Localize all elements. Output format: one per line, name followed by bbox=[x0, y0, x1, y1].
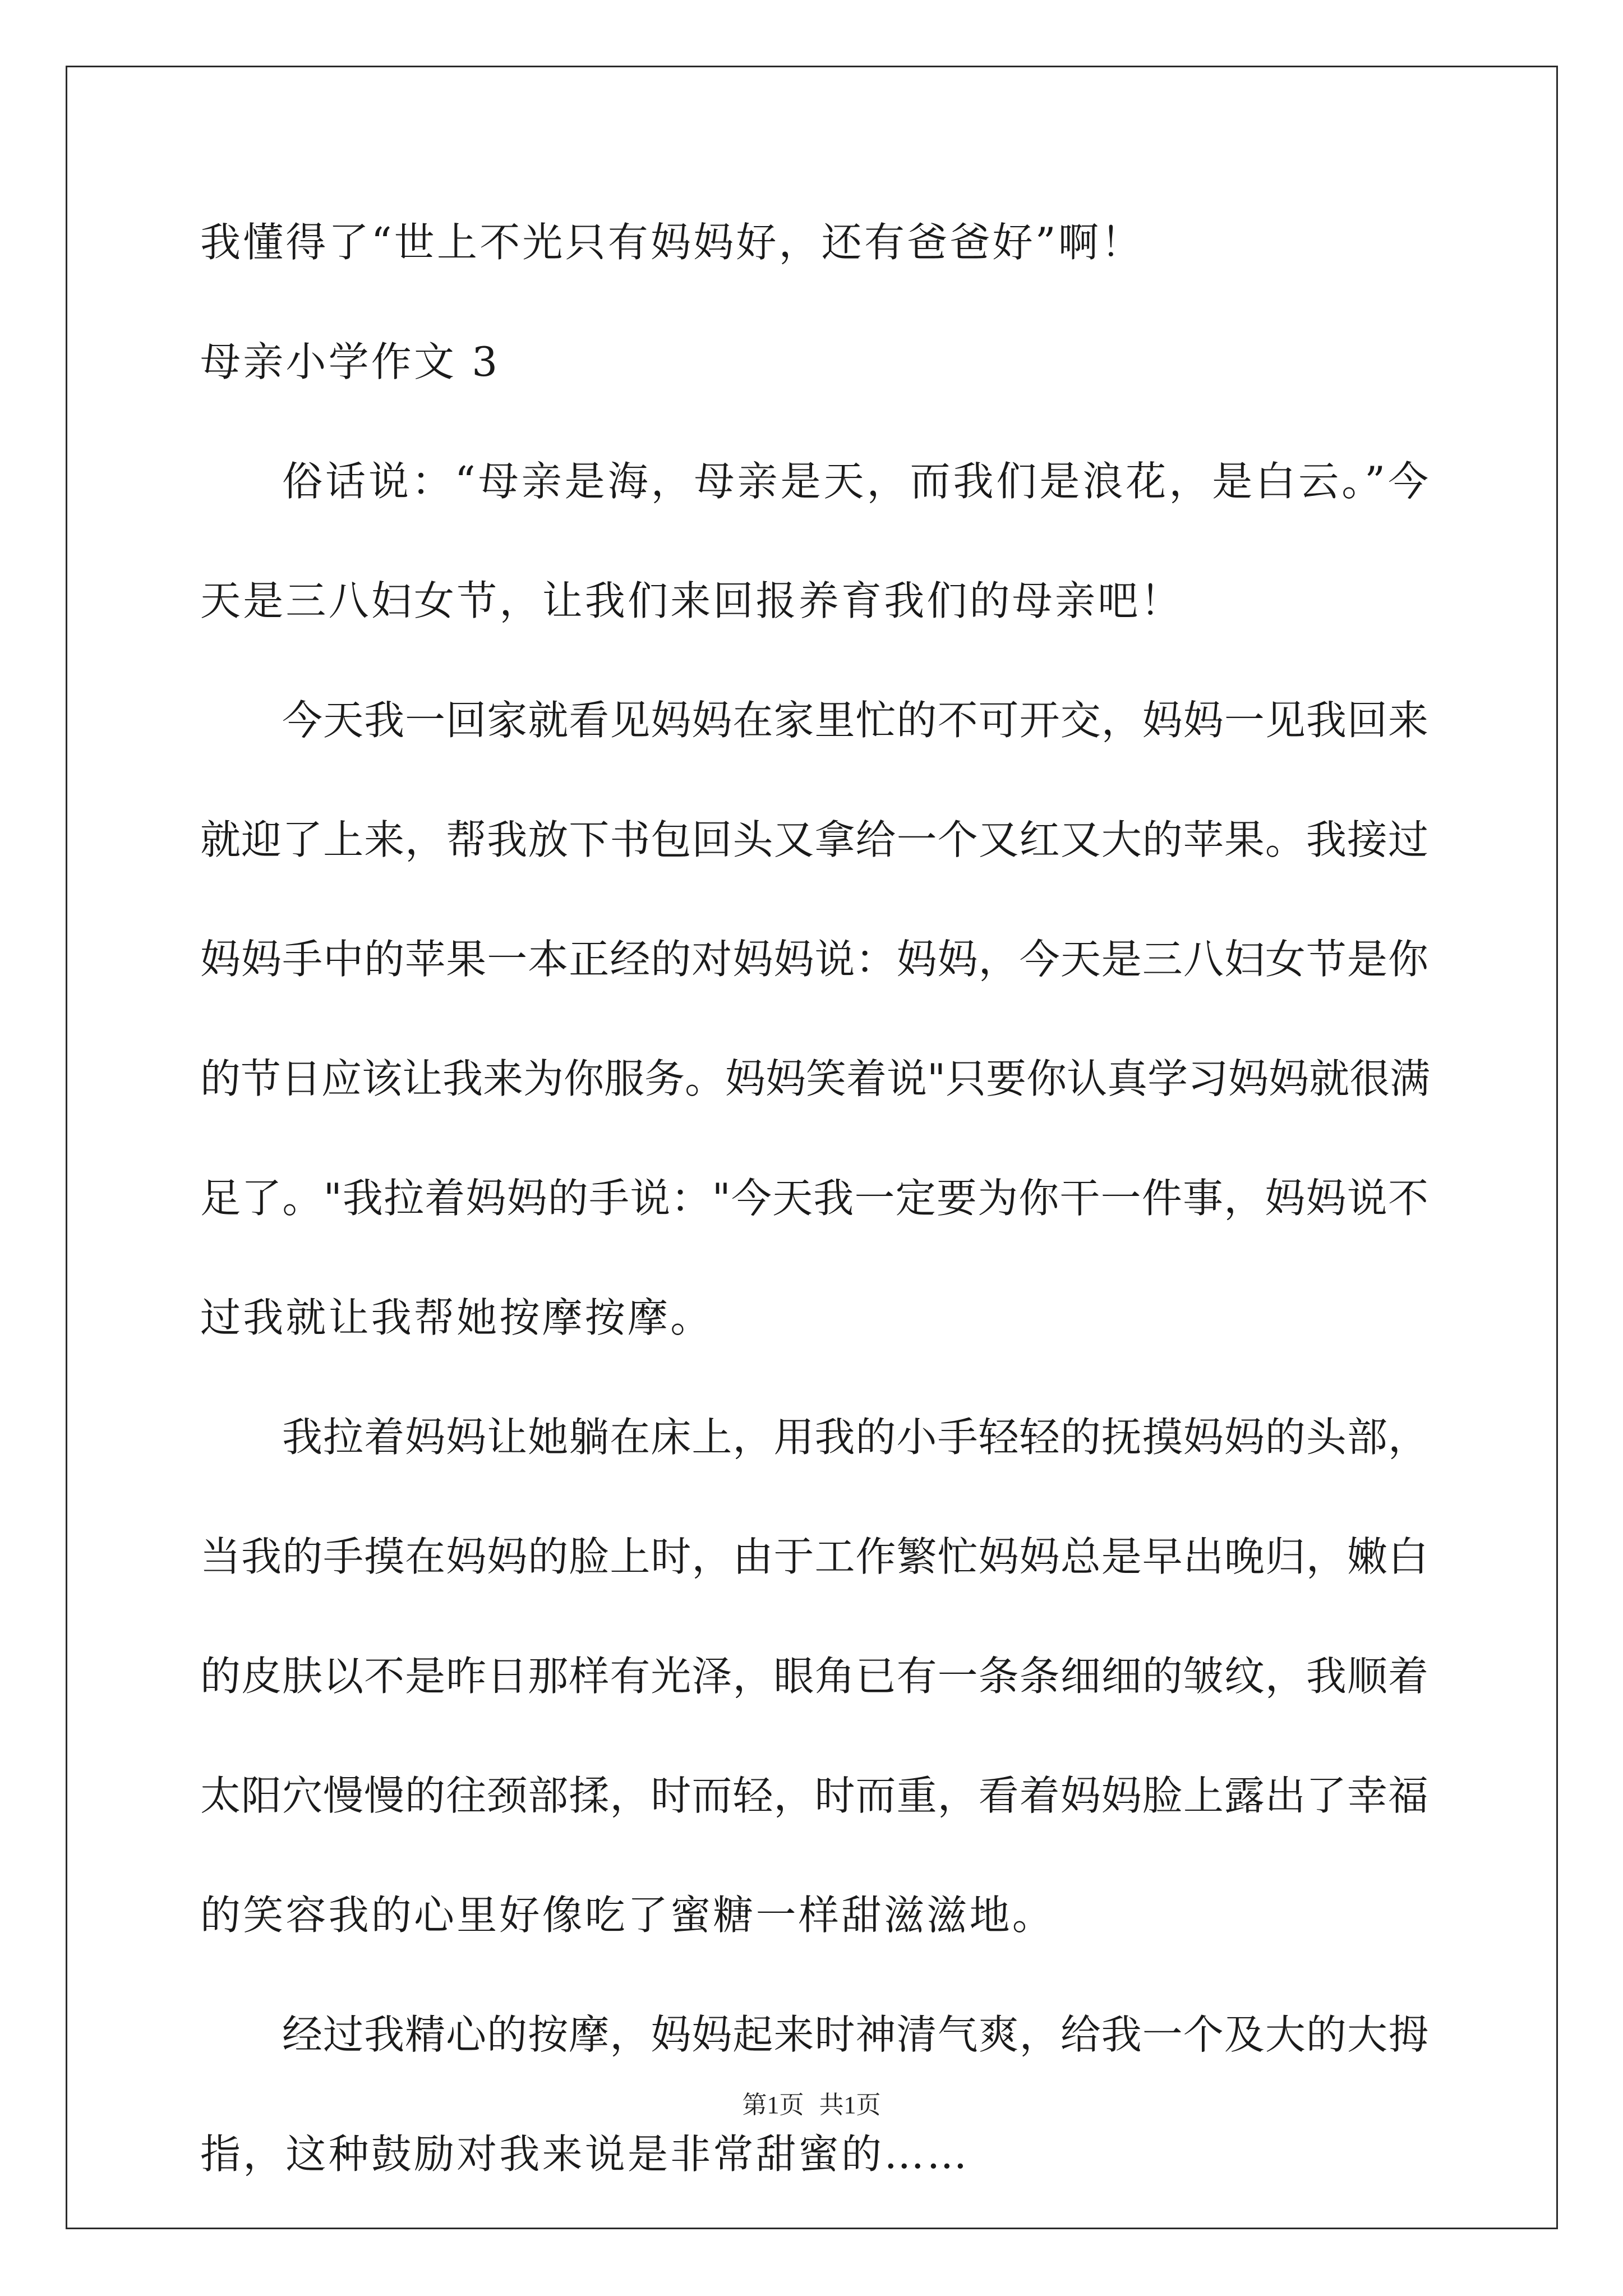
paragraph-line: 天是三八妇女节，让我们来回报养育我们的母亲吧！ bbox=[200, 577, 1183, 624]
page-footer bbox=[0, 2090, 1623, 2121]
paragraph-line: 足了。"我拉着妈妈的手说："今天我一定要为你干一件事，妈妈说不 bbox=[200, 1175, 1428, 1222]
page-number: 第1页 bbox=[742, 2091, 804, 2119]
section-title: 母亲小学作文 3 bbox=[200, 338, 500, 385]
paragraph-line: 当我的手摸在妈妈的脸上时，由于工作繁忙妈妈总是早出晚归，嫩白 bbox=[200, 1533, 1428, 1580]
paragraph-line: 我拉着妈妈让她躺在床上，用我的小手轻轻的抚摸妈妈的头部， bbox=[282, 1414, 1428, 1461]
paragraph-line: 俗话说：“母亲是海，母亲是天，而我们是浪花，是白云。”今 bbox=[282, 458, 1428, 505]
paragraph-line: 就迎了上来，帮我放下书包回头又拿给一个又红又大的苹果。我接过 bbox=[200, 816, 1428, 863]
text-line: 我懂得了“世上不光只有妈妈好，还有爸爸好”啊！ bbox=[200, 219, 1144, 266]
paragraph-line: 妈妈手中的苹果一本正经的对妈妈说：妈妈，今天是三八妇女节是你 bbox=[200, 936, 1428, 983]
paragraph-line: 的节日应该让我来为你服务。妈妈笑着说"只要你认真学习妈妈就很满 bbox=[200, 1055, 1431, 1102]
paragraph-line: 的笑容我的心里好像吃了蜜糖一样甜滋滋地。 bbox=[200, 1892, 1055, 1939]
paragraph-line: 太阳穴慢慢的往颈部揉，时而轻，时而重，看着妈妈脸上露出了幸福 bbox=[200, 1772, 1428, 1819]
paragraph-line: 的皮肤以不是昨日那样有光泽，眼角已有一条条细细的皱纹，我顺着 bbox=[200, 1653, 1428, 1700]
document-body bbox=[200, 214, 1431, 2246]
paragraph-line: 经过我精心的按摩，妈妈起来时神清气爽，给我一个及大的大拇 bbox=[282, 2011, 1428, 2058]
paragraph-line: 指，这种鼓励对我来说是非常甜蜜的…… bbox=[200, 2131, 970, 2178]
paragraph-line: 过我就让我帮她按摩按摩。 bbox=[200, 1294, 713, 1341]
paragraph-line: 今天我一回家就看见妈妈在家里忙的不可开交，妈妈一见我回来 bbox=[282, 697, 1428, 744]
page-total: 共1页 bbox=[819, 2091, 881, 2119]
